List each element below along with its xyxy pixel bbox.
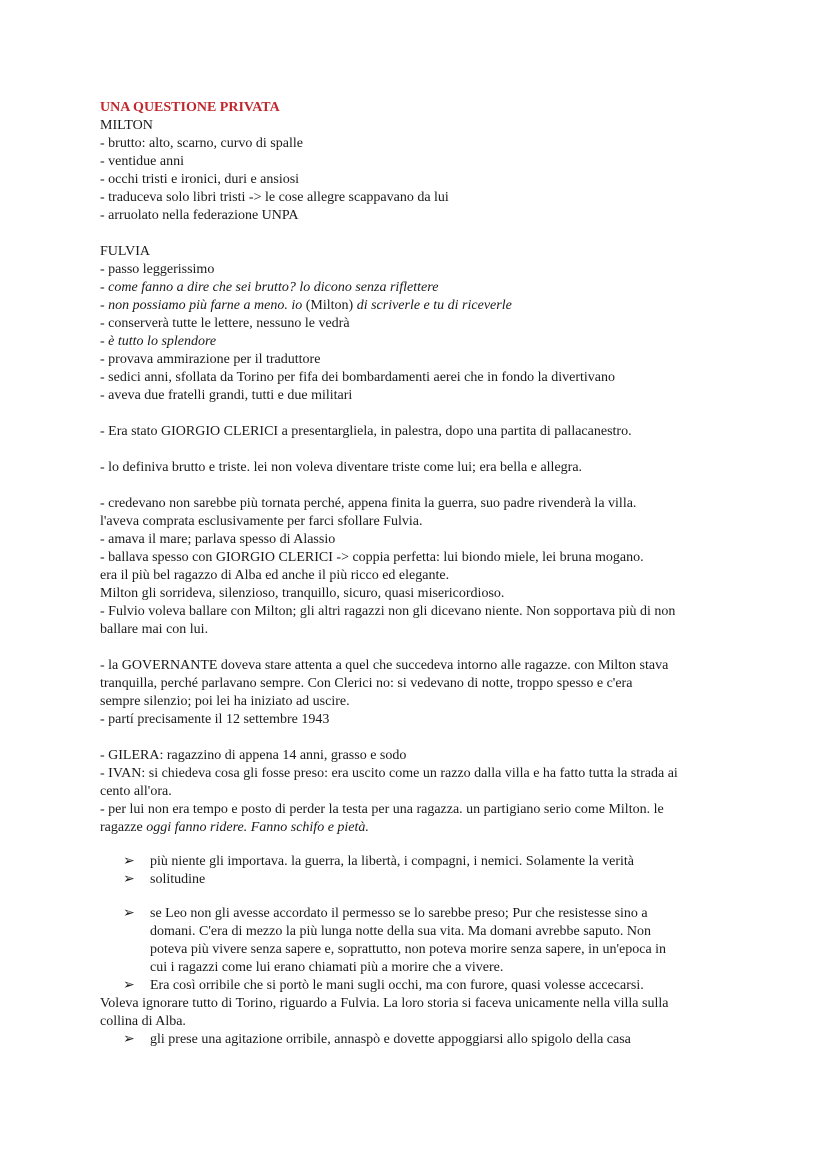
line-prefix: - [100,298,109,313]
bullet-item [100,905,726,977]
paragraph-clerici: - Era stato GIORGIO CLERICI a presentargliela, in palestra, dopo una partita di pallacanestro. [100,424,632,439]
paragraph-line: - ballava spesso con GIORGIO CLERICI -> coppia perfetta: lui biondo miele, lei bruna mogano. [100,550,644,565]
paragraph-line: - Fulvio voleva ballare con Milton; gli altri ragazzi non gli dicevano niente. Non sopportava più di non [100,604,676,619]
paragraph-line: l'aveva comprata esclusivamente per farci sfollare Fulvia. [100,514,423,529]
paragraph-line: era il più bel ragazzo di Alba ed anche il più ricco ed elegante. [100,568,450,583]
fulvia-line [100,279,726,297]
bullet-text: domani. C'era di mezzo la più lunga notte della sua vita. Ma domani avrebbe saputo. Non [150,924,651,939]
document-title: UNA QUESTIONE PRIVATA [100,100,280,115]
paragraph-line: - credevano non sarebbe più tornata perché, appena finita la guerra, suo padre rivenderà la villa. [100,496,637,511]
paragraph-line: collina di Alba. [100,1014,186,1029]
plain-text: ragazze [100,820,147,835]
line-prefix: - [100,280,109,295]
italic-quote: di scriverle e tu di riceverle [356,298,512,313]
fulvia-heading: FULVIA [100,244,151,259]
italic-quote: è tutto lo splendore [108,334,217,349]
paragraph-line: ballare mai con lui. [100,622,209,637]
bullet-text: cui i ragazzi come lui erano chiamati più a morire che a vivere. [150,960,504,975]
plain-text: (Milton) [302,298,357,313]
fulvia-line [100,333,726,351]
bullet-text: solitudine [150,872,206,887]
paragraph-line [100,819,726,837]
document-page [100,99,726,1049]
paragraph-line: - IVAN: si chiedeva cosa gli fosse preso: era uscito come un razzo dalla villa e ha fatto tutta la strada ai [100,766,678,781]
milton-line: - arruolato nella federazione UNPA [100,208,299,223]
bullet-text: poteva più vivere senza sapere e, soprattutto, non poteva morire senza sapere, in un'epoca in [150,942,667,957]
fulvia-line: - provava ammirazione per il traduttore [100,352,321,367]
paragraph-triste: - lo definiva brutto e triste. lei non voleva diventare triste come lui; era bella e allegra. [100,460,583,475]
italic-quote: come fanno a dire che sei brutto? lo dicono senza riflettere [108,280,439,295]
arrow-bullet-icon: ➢ [123,978,135,993]
arrow-bullet-icon: ➢ [123,854,135,869]
fulvia-line: - conserverà tutte le lettere, nessuno le vedrà [100,316,350,331]
bullet-text: gli prese una agitazione orribile, annaspò e dovette appoggiarsi allo spigolo della casa [150,1032,631,1047]
paragraph-line: - la GOVERNANTE doveva stare attenta a quel che succedeva intorno alle ragazze. con Milton stava [100,658,669,673]
bullet-text: Era così orribile che si portò le mani sugli occhi, ma con furore, quasi volesse accecarsi. [150,978,644,993]
fulvia-line: - aveva due fratelli grandi, tutti e due militari [100,388,353,403]
paragraph-line: - per lui non era tempo e posto di perder la testa per una ragazza. un partigiano serio come Milton. le [100,802,664,817]
arrow-bullet-icon: ➢ [123,906,135,921]
paragraph-line: sempre silenzio; poi lei ha iniziato ad uscire. [100,694,350,709]
paragraph-line: cento all'ora. [100,784,172,799]
paragraph-line: - amava il mare; parlava spesso di Alassio [100,532,336,547]
fulvia-line: - sedici anni, sfollata da Torino per fifa dei bombardamenti aerei che in fondo la divertivano [100,370,616,385]
paragraph-line: - partí precisamente il 12 settembre 1943 [100,712,330,727]
milton-heading: MILTON [100,118,153,133]
paragraph-line: - GILERA: ragazzino di appena 14 anni, grasso e sodo [100,748,407,763]
milton-line: - ventidue anni [100,154,184,169]
paragraph-line: tranquilla, perché parlavano sempre. Con Clerici no: si vedevano di notte, troppo spesso e c'era [100,676,633,691]
fulvia-line [100,297,726,315]
line-prefix: - [100,334,109,349]
italic-quote: non possiamo più farne a meno. io [108,298,303,313]
milton-line: - occhi tristi e ironici, duri e ansiosi [100,172,300,187]
arrow-bullet-icon: ➢ [123,1032,135,1047]
bullet-item [100,1031,726,1049]
paragraph-line: Milton gli sorrideva, silenzioso, tranquillo, sicuro, quasi misericordioso. [100,586,505,601]
bullet-text: più niente gli importava. la guerra, la libertà, i compagni, i nemici. Solamente la verità [150,854,635,869]
italic-quote: oggi fanno ridere. Fanno schifo e pietà. [146,820,369,835]
bullet-text: se Leo non gli avesse accordato il permesso se lo sarebbe preso; Pur che resistesse sino a [150,906,648,921]
arrow-bullet-icon: ➢ [123,872,135,887]
bullet-item [100,977,726,995]
milton-line: - traduceva solo libri tristi -> le cose allegre scappavano da lui [100,190,449,205]
bullet-item [100,871,726,889]
bullet-item [100,853,726,871]
milton-line: - brutto: alto, scarno, curvo di spalle [100,136,303,151]
paragraph-line: Voleva ignorare tutto di Torino, riguardo a Fulvia. La loro storia si faceva unicamente nella villa sulla [100,996,669,1011]
fulvia-line: - passo leggerissimo [100,262,215,277]
